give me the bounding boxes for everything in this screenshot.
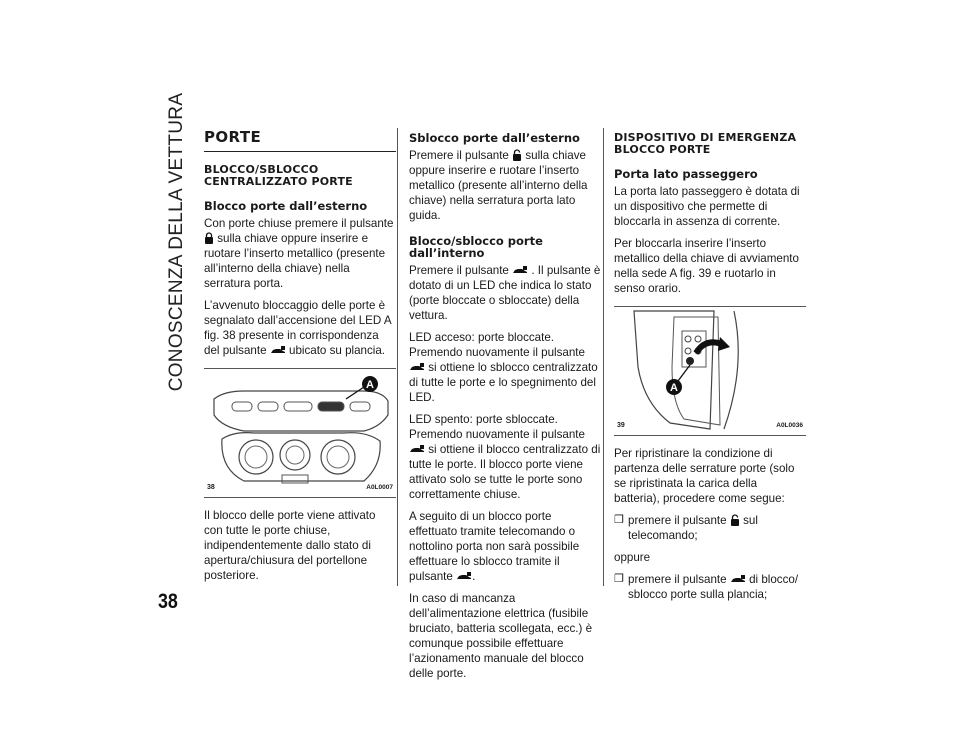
- text: ubicato su plancia.: [289, 344, 386, 357]
- page-number: 38: [158, 590, 178, 613]
- paragraph: [409, 330, 601, 405]
- callout-label-a: A: [366, 379, 374, 391]
- column-2: [409, 128, 601, 688]
- column-1: [204, 128, 396, 590]
- column-divider: [603, 128, 604, 586]
- text: Con porte chiuse premere il pulsante: [204, 217, 394, 230]
- text: di blocco/ sblocco porte sulla plancia;: [628, 573, 799, 601]
- figure-38: [204, 368, 396, 498]
- paragraph: Per bloccarla inserire l’inserto metallico della chiave di avviamento nella sede A fig. 39 e ruotarlo in senso orario.: [614, 237, 799, 295]
- list-item: [614, 513, 806, 543]
- bullet-mark: ❒: [614, 573, 624, 585]
- section-side-title: [166, 92, 188, 392]
- door-lock-illustration: [614, 307, 806, 435]
- heading-lock-outside: Blocco porte dall’esterno: [204, 199, 368, 213]
- text: si ottiene lo sblocco centralizzato di tutte le porte e lo spegnimento del LED.: [409, 361, 598, 404]
- text: si ottiene il blocco centralizzato di tutte le porte. Il blocco porte viene attivato solo se tutte le porte sono correttamente chiuse.: [409, 443, 601, 501]
- paragraph: La porta lato passeggero è dotata di un dispositivo che permette di bloccarla in assenza di corrente.: [614, 185, 800, 228]
- bullet-mark: ❒: [614, 514, 624, 526]
- column-3: [614, 128, 806, 609]
- padlock-open-icon: [512, 149, 522, 162]
- text: L’avvenuto bloccaggio delle porte è segnalato dall’accensione del LED A fig. 38 presente in corrispondenza del pulsante: [204, 299, 391, 357]
- column-divider: [397, 128, 398, 586]
- text: Premere il pulsante: [409, 264, 509, 277]
- figure-code: A0L0007: [366, 484, 393, 491]
- text: A seguito di un blocco porte effettuato tramite telecomando o nottolino porta non sarà possibile effettuare lo sblocco tramite il pulsante: [409, 510, 580, 583]
- paragraph: oppure: [614, 551, 651, 564]
- paragraph: [204, 298, 396, 358]
- heading-emergency-device: DISPOSITIVO DI EMERGENZA BLOCCO PORTE: [614, 131, 797, 156]
- figure-code: A0L0036: [776, 422, 803, 429]
- heading-unlock-outside: Sblocco porte dall’esterno: [409, 131, 580, 145]
- section-title: PORTE: [204, 130, 396, 152]
- car-lock-icon: [409, 445, 425, 454]
- figure-number: 38: [207, 484, 215, 491]
- list-item: [614, 572, 806, 602]
- paragraph: Il blocco delle porte viene attivato con tutte le porte chiuse, indipendentemente dallo stato di apertura/chiusura del portellone posteriore.: [204, 509, 376, 582]
- car-lock-icon: [512, 266, 528, 275]
- paragraph: [409, 263, 601, 323]
- padlock-open-icon: [730, 514, 740, 527]
- paragraph: In caso di mancanza dell’alimentazione elettrica (fusibile bruciato, batteria scollegata, ecc.) è comunque possibile effettuare l’azionamento manuale del blocco delle porte.: [409, 592, 593, 680]
- paragraph: [204, 216, 396, 291]
- text: sulla chiave oppure inserire e ruotare l’inserto metallico (presente all’interno della chiave) nella serratura porta lato guida.: [409, 149, 588, 222]
- text: premere il pulsante: [628, 514, 727, 527]
- car-lock-icon: [270, 346, 286, 355]
- heading-lock-unlock-inside: Blocco/sblocco porte dall’interno: [409, 234, 543, 260]
- car-lock-icon: [409, 363, 425, 372]
- text: LED acceso: porte bloccate. Premendo nuovamente il pulsante: [409, 331, 585, 359]
- figure-number: 39: [617, 422, 625, 429]
- text: sulla chiave oppure inserire e ruotare l’inserto metallico (presente all’interno della chiave) nella serratura porta.: [204, 232, 386, 290]
- text: Premere il pulsante: [409, 149, 509, 162]
- paragraph: [409, 412, 601, 502]
- list-item-text: [628, 513, 806, 543]
- text: sul telecomando;: [628, 514, 758, 542]
- text: premere il pulsante: [628, 573, 727, 586]
- text: LED spento: porte sbloccate. Premendo nuovamente il pulsante: [409, 413, 585, 441]
- list-item-text: [628, 572, 806, 602]
- side-title-text: CONOSCENZA DELLA VETTURA: [166, 92, 187, 392]
- paragraph: [409, 509, 601, 584]
- subsection-title: BLOCCO/SBLOCCO CENTRALIZZATO PORTE: [204, 163, 353, 188]
- callout-label-a: A: [670, 382, 678, 394]
- dashboard-controls-illustration: [204, 369, 396, 497]
- heading-passenger-door: Porta lato passeggero: [614, 167, 758, 181]
- padlock-icon: [204, 232, 214, 245]
- text: .: [472, 570, 476, 583]
- figure-39: [614, 306, 806, 436]
- car-lock-icon: [730, 575, 746, 584]
- text: . Il pulsante è dotato di un LED che indica lo stato (porte bloccate o sbloccate) della vettura.: [409, 264, 601, 322]
- car-lock-icon: [456, 572, 472, 581]
- paragraph: [409, 148, 601, 223]
- paragraph: Per ripristinare la condizione di partenza delle serrature porte (solo se ripristinata la carica della batteria), procedere come segue:: [614, 447, 795, 505]
